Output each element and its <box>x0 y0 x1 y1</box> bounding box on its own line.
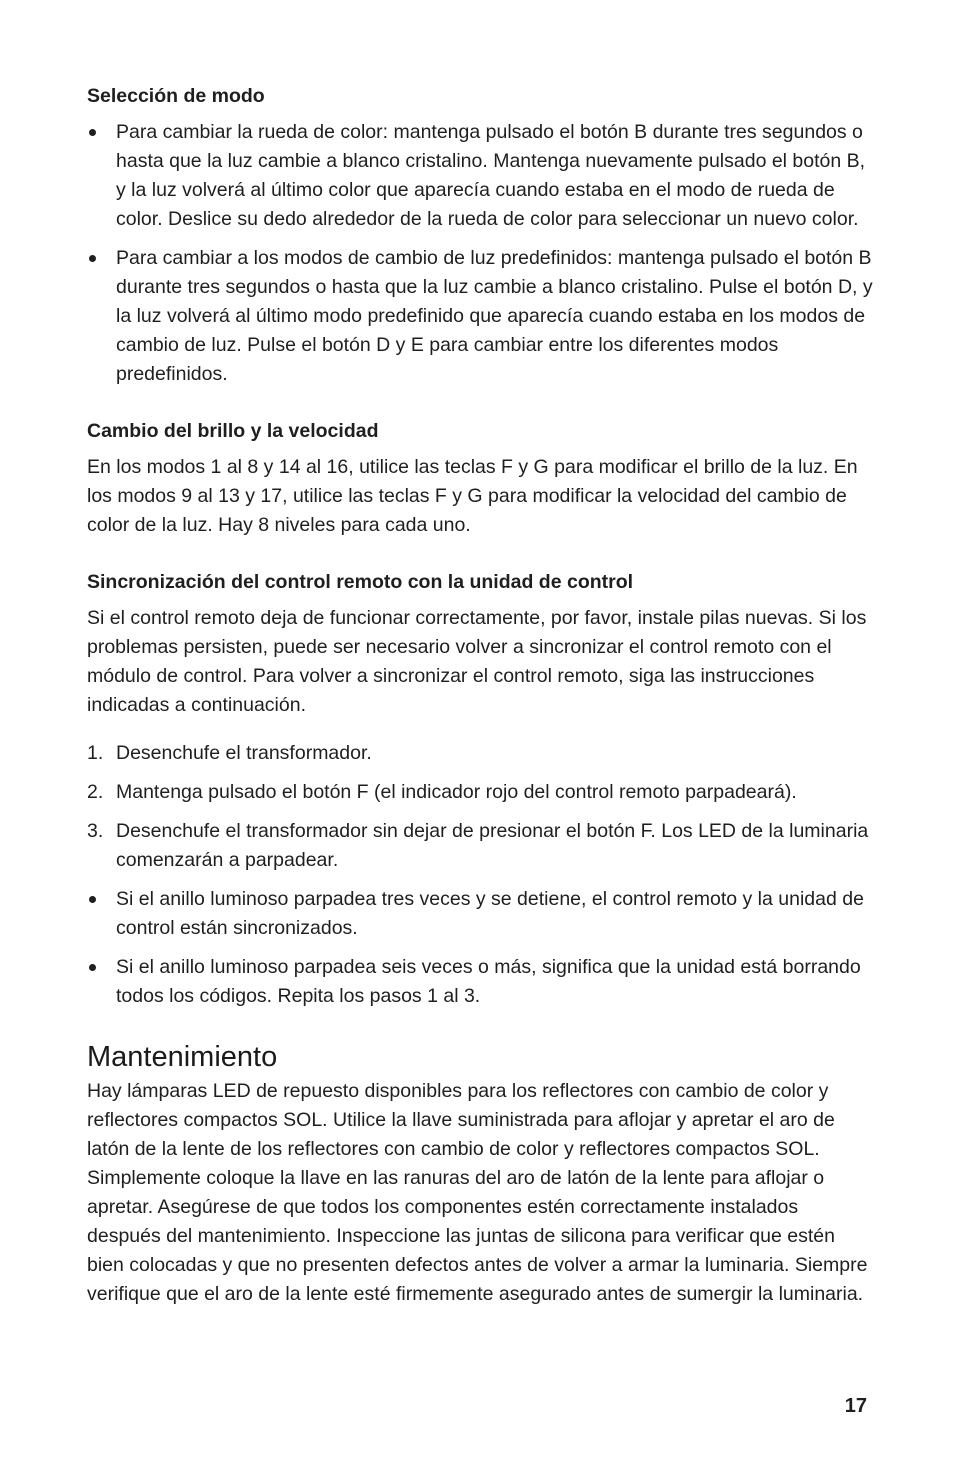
sync-sub-bullets <box>87 885 877 1011</box>
step-text: Desenchufe el transformador sin dejar de presionar el botón F. Los LED de la luminaria comenzarán a parpadear. <box>116 820 869 871</box>
list-item: Para cambiar a los modos de cambio de luz predefinidos: mantenga pulsado el botón B durante tres segundos o hasta que la luz cambie a blanco cristalino. Pulse el botón D, y la luz volverá al último modo predefinido que aparecía cuando estaba en los modos de cambio de luz. Pulse el botón D y E para cambiar entre los diferentes modos predefinidos. <box>87 244 877 389</box>
sync-heading: Sincronización del control remoto con la unidad de control <box>87 571 634 593</box>
step-number: 2. <box>87 781 104 803</box>
maintenance-heading: Mantenimiento <box>87 1041 278 1073</box>
step-text: Mantenga pulsado el botón F (el indicador rojo del control remoto parpadeará). <box>116 781 797 803</box>
page-content <box>87 82 877 1309</box>
list-item <box>87 739 877 768</box>
mode-selection-list <box>87 118 877 389</box>
list-item: Para cambiar la rueda de color: mantenga pulsado el botón B durante tres segundos o hasta que la luz cambie a blanco cristalino. Mantenga nuevamente pulsado el botón B, y la luz volverá al último color que aparecía cuando estaba en el modo de rueda de color. Deslice su dedo alrededor de la rueda de color para seleccionar un nuevo color. <box>87 118 877 234</box>
sync-text: Si el control remoto deja de funcionar correctamente, por favor, instale pilas nuevas. Si los problemas persisten, puede ser necesario volver a sincronizar el control remoto con el módulo de control. Para volver a sincronizar el control remoto, siga las instrucciones indicadas a continuación. <box>87 607 867 716</box>
step-number: 1. <box>87 742 104 764</box>
mode-selection-heading: Selección de modo <box>87 85 265 107</box>
step-text: Desenchufe el transformador. <box>116 742 372 764</box>
list-item <box>87 817 877 875</box>
page-number: 17 <box>844 1395 867 1417</box>
list-item: Si el anillo luminoso parpadea tres veces y se detiene, el control remoto y la unidad de control están sincronizados. <box>87 885 877 943</box>
step-number: 3. <box>87 820 104 842</box>
list-item <box>87 778 877 807</box>
brightness-speed-heading: Cambio del brillo y la velocidad <box>87 420 379 442</box>
maintenance-text: Hay lámparas LED de repuesto disponibles para los reflectores con cambio de color y reflectores compactos SOL. Utilice la llave suministrada para aflojar y apretar el aro de latón de la lente de los reflectores con cambio de color y reflectores compactos SOL. Simplemente coloque la llave en las ranuras del aro de latón de la lente para aflojar o apretar. Asegúrese de que todos los componentes estén correctamente instalados después del mantenimiento. Inspeccione las juntas de silicona para verificar que estén bien colocadas y que no presenten defectos antes de volver a armar la luminaria. Siempre verifique que el aro de la lente esté firmemente asegurado antes de sumergir la luminaria. <box>87 1080 868 1305</box>
list-item: Si el anillo luminoso parpadea seis veces o más, significa que la unidad está borrando todos los códigos. Repita los pasos 1 al 3. <box>87 953 877 1011</box>
brightness-speed-text: En los modos 1 al 8 y 14 al 16, utilice las teclas F y G para modificar el brillo de la luz. En los modos 9 al 13 y 17, utilice las teclas F y G para modificar la velocidad del cambio de color de la luz. Hay 8 niveles para cada uno. <box>87 456 858 536</box>
sync-steps <box>87 739 877 875</box>
